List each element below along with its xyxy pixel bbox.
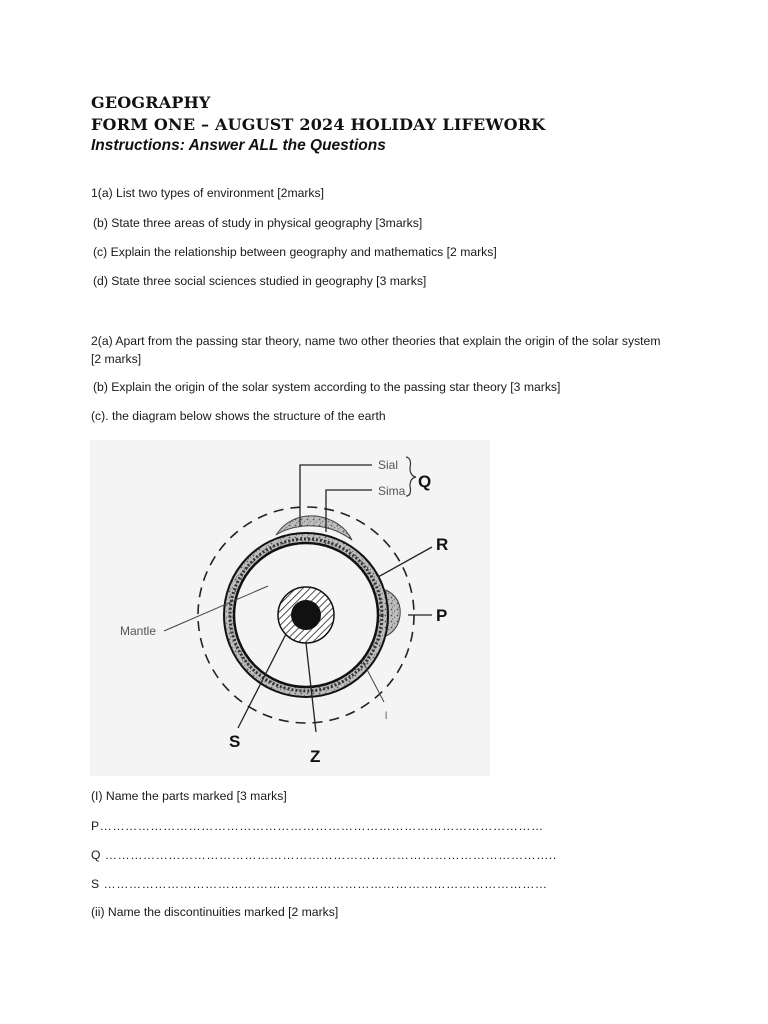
worksheet-title: FORM ONE – AUGUST 2024 HOLIDAY LIFEWORK — [91, 115, 546, 134]
label-r: R — [436, 535, 449, 554]
subject-heading: GEOGRAPHY — [91, 93, 211, 112]
sima-label: Sima — [378, 484, 406, 498]
sial-label: Sial — [378, 458, 399, 472]
tick-label: l — [385, 711, 388, 722]
inner-core — [291, 600, 321, 630]
label-s: S — [229, 732, 241, 751]
earth-structure-diagram — [90, 440, 490, 776]
label-p: P — [436, 606, 448, 625]
label-q: Q — [418, 472, 432, 491]
question-2c-part-i: (I) Name the parts marked [3 marks] — [91, 789, 287, 803]
mantle-label: Mantle — [120, 624, 157, 638]
answer-line-p[interactable]: P…………………………………………………………………………………………… — [91, 819, 544, 833]
answer-line-q[interactable]: Q …………………………………………………………………………………………….. — [91, 848, 557, 862]
label-z: Z — [310, 747, 321, 766]
question-1a: 1(a) List two types of environment [2marks] — [91, 186, 325, 200]
question-1b: (b) State three areas of study in physical geography [3marks] — [93, 216, 423, 230]
question-2b: (b) Explain the origin of the solar system according to the passing star theory [3 marks] — [93, 380, 561, 394]
answer-line-s[interactable]: S …………………………………………………………………………………………… — [91, 877, 548, 891]
question-2c-part-ii: (ii) Name the discontinuities marked [2 marks] — [91, 905, 339, 919]
question-2a: 2(a) Apart from the passing star theory, name two other theories that explain the origin of the solar system [2 marks] — [91, 334, 661, 366]
question-2c: (c). the diagram below shows the structure of the earth — [91, 409, 386, 423]
question-1c: (c) Explain the relationship between geography and mathematics [2 marks] — [93, 245, 497, 259]
instructions: Instructions: Answer ALL the Questions — [91, 137, 386, 154]
question-1d: (d) State three social sciences studied in geography [3 marks] — [93, 274, 427, 288]
